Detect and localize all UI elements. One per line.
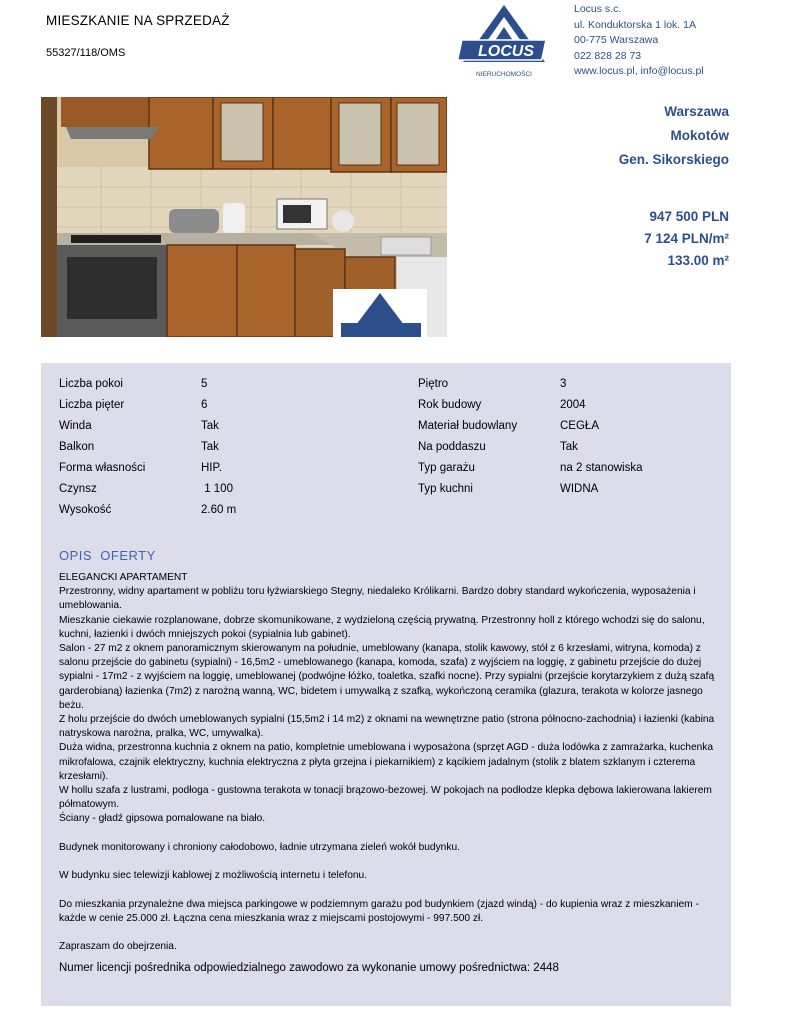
license-number: Numer licencji pośrednika odpowiedzialnego zawodowo za wykonanie umowy pośrednictwa: 2448: [59, 962, 559, 974]
location-block: [619, 100, 729, 172]
agency-name: Locus s.c.: [574, 3, 622, 15]
description-line: ELEGANCKI APARTAMENT: [59, 572, 188, 583]
detail-value: 1 100: [201, 483, 233, 495]
description-body: [59, 571, 721, 954]
detail-label: Liczba pokoi: [59, 378, 123, 390]
agency-web[interactable]: www.locus.pl, info@locus.pl: [574, 65, 704, 77]
detail-value: Tak: [201, 420, 219, 432]
agency-city: 00-775 Warszawa: [574, 34, 659, 46]
description-heading: OPIS OFERTY: [59, 548, 156, 563]
detail-label: Piętro: [418, 378, 449, 390]
reference-number: 55327/118/OMS: [46, 47, 126, 59]
description-line: Do mieszkania przynależne dwa miejsca parkingowe w podziemnym garażu pod budynkiem (zjazd windą) - do kupienia wraz z mieszkaniem - każde w cenie 25.000 zł. Łączna cena mieszkania wraz z miejscami postojowymi - 997.500 zł.: [59, 898, 699, 924]
detail-label: Typ garażu: [418, 462, 475, 474]
agency-contact: [574, 2, 704, 80]
detail-label: Forma własności: [59, 462, 146, 474]
detail-label: Materiał budowlany: [418, 420, 518, 432]
detail-value: HIP.: [201, 462, 222, 474]
detail-label: Czynsz: [59, 483, 97, 495]
location-city: Warszawa: [664, 104, 729, 119]
detail-label: Liczba pięter: [59, 399, 125, 411]
agency-phone: 022 828 28 73: [574, 49, 642, 62]
description-line: Ściany - gładź gipsowa pomalowane na biało.: [59, 813, 266, 825]
description-line: Zapraszam do obejrzenia.: [59, 941, 177, 953]
detail-value: 5: [201, 378, 208, 390]
detail-value: 6: [201, 399, 208, 411]
detail-value: 2004: [560, 399, 586, 411]
detail-value: Tak: [560, 441, 578, 453]
detail-value: na 2 stanowiska: [560, 462, 643, 474]
description-line: Przestronny, widny apartament w pobliżu toru łyżwiarskiego Stegny, niedaleko Królikarni. Bardzo dobry standard wykończenia, wyposażenia i umeblowania.: [59, 586, 696, 612]
detail-label: Rok budowy: [418, 399, 482, 411]
detail-label: Winda: [59, 420, 92, 432]
location-street: Gen. Sikorskiego: [618, 152, 729, 167]
detail-label: Na poddaszu: [418, 441, 486, 453]
location-district: Mokotów: [670, 128, 729, 143]
description-line: Z holu przejście do dwóch umeblowanych sypialni (15,5m2 i 14 m2) z oknami na wewnętrzne patio (strona północno-zachodnia) i łazienki (kabina natryskowa narożna, pralka, WC, umywalka).: [59, 714, 715, 740]
detail-value: WIDNA: [560, 483, 599, 495]
detail-label: Typ kuchni: [418, 483, 473, 495]
price-per-m2: 7 124 PLN/m²: [644, 231, 729, 246]
logo-tagline: NIERUCHOMOŚCI: [476, 71, 532, 78]
description-line: W hollu szafa z lustrami, podłoga - gustowna terakota w tonacji brązowo-bezowej. W pokojach na podłodze klepka dębowa lakierowana lakierem półmatowym.: [59, 785, 712, 811]
description-line: Mieszkanie ciekawie rozplanowane, dobrze skomunikowane, z wydzieloną częścią prywatną. Przestronny holl z którego wchodzi się do salonu, kuchni, łazienki i dwóch mniejszych pokoi (sypialnia lub gabinet).: [59, 614, 705, 640]
property-photo: [41, 97, 447, 337]
detail-value: CEGŁA: [560, 420, 599, 432]
description-line: Budynek monitorowany i chroniony całodobowo, ładnie utrzymana zieleń wokół budynku.: [59, 841, 460, 853]
detail-value: 2.60 m: [201, 504, 237, 516]
area: 133.00 m²: [667, 253, 729, 268]
detail-label: Wysokość: [59, 504, 112, 516]
agency-street: ul. Konduktorska 1 lok. 1A: [574, 18, 696, 31]
description-line: Salon - 27 m2 z oknem panoramicznym skierowanym na południe, umeblowany (kanapa, stolik kawowy, stół z 6 krzesłami, witryna, komoda) z salonu przejście do gabinetu (sypialni) - 16,5m2 - umeblowanego (kanapa, komoda, szafa) z wyjściem na loggię, z gabinetu przejście do dużej sypialni - 17m2 - z wyjściem na loggię, umeblowanej (podwójne łóżko, toaletka, szafki nocne). Przy sypialni (przejście korytarzykiem z dużą szafą garderobianą) łazienka (7m2) z narożną wanną, WC, bidetem i umywalką z szafką, wykończoną ceramika (glazura, terakota w kolorze jasnego beżu.: [59, 643, 715, 711]
detail-label: Balkon: [59, 441, 95, 453]
detail-value: 3: [560, 378, 567, 390]
page-title: MIESZKANIE NA SPRZEDAŻ: [46, 13, 230, 28]
description-line: Duża widna, przestronna kuchnia z oknem na patio, kompletnie umeblowana i wyposażona (sprzęt AGD - duża lodówka z zamrażarka, kuchenka mikrofalowa, czajnik elektryczny, kuchnia elektryczna z płyta grzejna i piekarnikiem) z kącikiem jadalnym (stolik z blatem szklanym i czterema krzesłami).: [59, 742, 714, 782]
description-line: W budynku siec telewizji kablowej z możliwością internetu i telefonu.: [59, 870, 368, 882]
locus-logo: [458, 2, 550, 80]
pricing-block: [644, 206, 729, 272]
detail-value: Tak: [201, 441, 219, 453]
logo-brand: LOCUS: [478, 43, 534, 60]
price-total: 947 500 PLN: [649, 209, 729, 224]
